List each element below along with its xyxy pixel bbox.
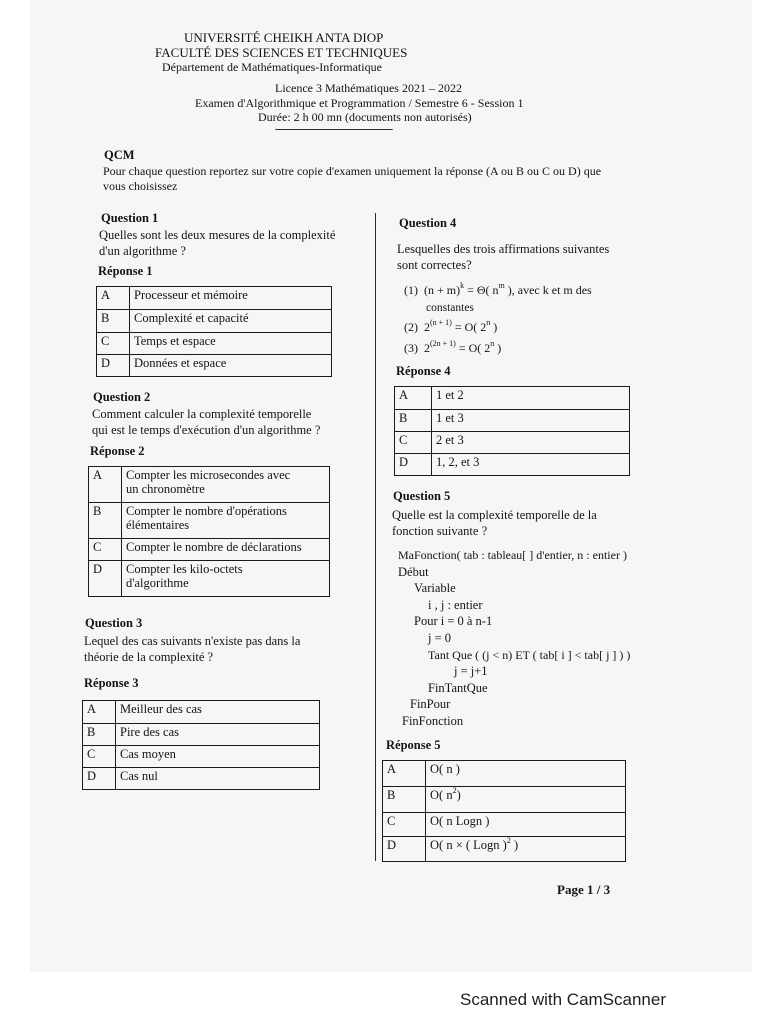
question-3-line-2: théorie de la complexité ?	[84, 650, 214, 664]
answer-5-table	[382, 760, 626, 862]
option-letter: B	[97, 310, 130, 333]
question-1-line-2: d'un algorithme ?	[99, 244, 186, 258]
option-text-part: O( n )	[430, 762, 460, 776]
option-text: 1 et 2	[432, 387, 630, 410]
superscript: 2	[452, 786, 457, 795]
option-text: 1 et 3	[432, 410, 630, 432]
option-letter: B	[395, 410, 432, 432]
option-text: Temps et espace	[130, 333, 332, 355]
option-row	[89, 539, 330, 561]
option-row	[89, 503, 330, 539]
instructions-line-2: vous choisissez	[103, 179, 178, 193]
option-text: Compter le nombre de déclarations	[122, 539, 330, 561]
option-letter: A	[97, 287, 130, 310]
option-text: Données et espace	[130, 355, 332, 377]
option-row	[97, 310, 332, 333]
column-divider	[375, 213, 376, 861]
option-row	[395, 387, 630, 410]
code-line: FinPour	[410, 697, 451, 712]
university-name: UNIVERSITÉ CHEIKH ANTA DIOP	[184, 30, 384, 45]
option-letter: C	[83, 746, 116, 768]
statement-part: (n + m)	[424, 283, 461, 297]
option-text	[122, 561, 330, 597]
option-row	[83, 701, 320, 724]
superscript: m	[498, 281, 505, 290]
option-row	[383, 813, 626, 837]
answer-1-label: Réponse 1	[98, 264, 153, 278]
option-text	[122, 467, 330, 503]
code-line: i , j : entier	[428, 597, 483, 612]
statement-part: )	[494, 341, 502, 355]
option-letter: D	[395, 454, 432, 476]
option-row	[395, 410, 630, 432]
option-letter: C	[383, 813, 426, 837]
superscript: k	[460, 281, 465, 290]
option-text-part: )	[456, 788, 461, 802]
option-letter: D	[97, 355, 130, 377]
option-letter: A	[89, 467, 122, 503]
question-3-line-1: Lequel des cas suivants n'existe pas dans la	[84, 634, 301, 648]
option-letter: A	[395, 387, 432, 410]
question-5-title: Question 5	[393, 489, 451, 503]
option-text-part: O( n × ( Logn )	[430, 838, 507, 852]
question-4-line-2: sont correctes?	[397, 258, 472, 272]
department-name: Département de Mathématiques-Informatique	[162, 60, 382, 74]
question-1-text	[99, 227, 335, 259]
superscript: 2	[506, 836, 511, 845]
option-row	[97, 287, 332, 310]
option-text: Cas moyen	[116, 746, 320, 768]
question-2-title: Question 2	[93, 390, 151, 404]
option-letter: D	[383, 837, 426, 862]
option-row	[383, 787, 626, 813]
statement-number: (1)	[404, 283, 418, 297]
statement-part: )	[490, 320, 498, 334]
option-text: Complexité et capacité	[130, 310, 332, 333]
pseudo-code-block	[398, 547, 630, 730]
option-row	[395, 432, 630, 454]
qcm-title: QCM	[104, 148, 135, 162]
statement-1-continuation: constantes	[426, 302, 474, 314]
question-2-text	[92, 406, 320, 438]
statement-part: = Θ( n	[464, 283, 499, 297]
statement-3	[404, 340, 501, 356]
question-4-title: Question 4	[399, 216, 457, 230]
question-4-line-1: Lesquelles des trois affirmations suivantes	[397, 242, 610, 256]
question-5-line-2: fonction suivante ?	[392, 524, 488, 538]
option-letter: A	[383, 761, 426, 787]
code-line: Variable	[414, 581, 456, 596]
option-row	[83, 746, 320, 768]
question-5-text	[392, 507, 597, 539]
answer-4-table	[394, 386, 630, 476]
question-2-line-1: Comment calculer la complexité temporelle	[92, 407, 312, 421]
code-line: Début	[398, 564, 429, 579]
option-letter: C	[97, 333, 130, 355]
option-text-part: O( n Logn )	[430, 814, 490, 828]
option-text-line-2: un chronomètre	[126, 482, 205, 496]
superscript: (2n + 1)	[430, 339, 456, 348]
duration-line: Durée: 2 h 00 mn (documents non autorisés)	[258, 110, 472, 124]
code-line: FinTantQue	[428, 680, 488, 695]
option-text-line-1: Compter les microsecondes avec	[126, 468, 291, 482]
option-text	[426, 813, 626, 837]
statement-part: ), avec k et m des	[504, 283, 592, 297]
option-letter: A	[83, 701, 116, 724]
superscript: n	[490, 339, 495, 348]
superscript: n	[486, 318, 491, 327]
answer-5-label: Réponse 5	[386, 738, 441, 752]
option-letter: C	[89, 539, 122, 561]
scanner-watermark: Scanned with CamScanner	[460, 990, 667, 1009]
question-5-line-1: Quelle est la complexité temporelle de la	[392, 508, 597, 522]
page-number: Page 1 / 3	[557, 882, 611, 897]
option-text	[426, 787, 626, 813]
code-line: j = 0	[428, 630, 452, 645]
statement-part: 2	[424, 341, 430, 355]
answer-3-label: Réponse 3	[84, 676, 139, 690]
statement-part: 2	[424, 320, 430, 334]
question-1-title: Question 1	[101, 211, 159, 225]
question-3-title: Question 3	[85, 616, 143, 630]
answer-2-table	[88, 466, 330, 597]
statement-part: = O( 2	[455, 341, 491, 355]
option-text-line-1: Compter le nombre d'opérations	[126, 504, 287, 518]
option-letter: C	[395, 432, 432, 454]
superscript: (n + 1)	[430, 318, 452, 327]
option-row	[97, 355, 332, 377]
option-text-part: O( n	[430, 788, 453, 802]
option-row	[383, 837, 626, 862]
option-letter: B	[383, 787, 426, 813]
option-text	[426, 761, 626, 787]
option-row	[83, 768, 320, 790]
question-1-line-1: Quelles sont les deux mesures de la complexité	[99, 228, 336, 242]
option-text-line-2: élémentaires	[126, 518, 190, 532]
option-text: Meilleur des cas	[116, 701, 320, 724]
option-row	[83, 724, 320, 746]
code-line: j = j+1	[454, 664, 488, 679]
option-text: 2 et 3	[432, 432, 630, 454]
option-letter: D	[83, 768, 116, 790]
option-text-line-2: d'algorithme	[126, 576, 189, 590]
option-letter: B	[89, 503, 122, 539]
exam-line: Examen d'Algorithmique et Programmation / Semestre 6 - Session 1	[195, 96, 524, 110]
instructions-line-1: Pour chaque question reportez sur votre copie d'examen uniquement la réponse (A ou B ou C ou D) que	[103, 164, 602, 178]
option-text: Pire des cas	[116, 724, 320, 746]
faculty-name: FACULTÉ DES SCIENCES ET TECHNIQUES	[155, 45, 408, 60]
option-row	[89, 467, 330, 503]
header-separator: --------------------------------------------	[275, 123, 393, 135]
program-line: Licence 3 Mathématiques 2021 – 2022	[275, 81, 462, 95]
option-letter: B	[83, 724, 116, 746]
option-text	[426, 837, 626, 862]
option-text-part: )	[510, 838, 519, 852]
option-text: Cas nul	[116, 768, 320, 790]
question-2-line-2: qui est le temps d'exécution d'un algorithme ?	[92, 423, 321, 437]
code-line: MaFonction( tab : tableau[ ] d'entier, n : entier )	[398, 548, 627, 562]
statement-2	[404, 319, 497, 335]
question-4-text	[397, 241, 609, 273]
question-3-text	[84, 633, 300, 665]
code-line: FinFonction	[402, 713, 464, 728]
option-row	[89, 561, 330, 597]
option-row	[97, 333, 332, 355]
option-text	[122, 503, 330, 539]
statement-number: (2)	[404, 320, 418, 334]
statement-part: = O( 2	[451, 320, 487, 334]
statement-number: (3)	[404, 341, 418, 355]
option-text: Processeur et mémoire	[130, 287, 332, 310]
answer-4-label: Réponse 4	[396, 364, 451, 378]
option-text-line-1: Compter les kilo-octets	[126, 562, 243, 576]
code-line: Pour i = 0 à n-1	[414, 614, 493, 629]
answer-1-table	[96, 286, 332, 377]
answer-3-table	[82, 700, 320, 790]
answer-2-label: Réponse 2	[90, 444, 145, 458]
code-line: Tant Que ( (j < n) ET ( tab[ i ] < tab[ j ] ) )	[428, 647, 631, 662]
option-text: 1, 2, et 3	[432, 454, 630, 476]
statement-1	[404, 282, 592, 298]
option-row	[395, 454, 630, 476]
option-letter: D	[89, 561, 122, 597]
option-row	[383, 761, 626, 787]
